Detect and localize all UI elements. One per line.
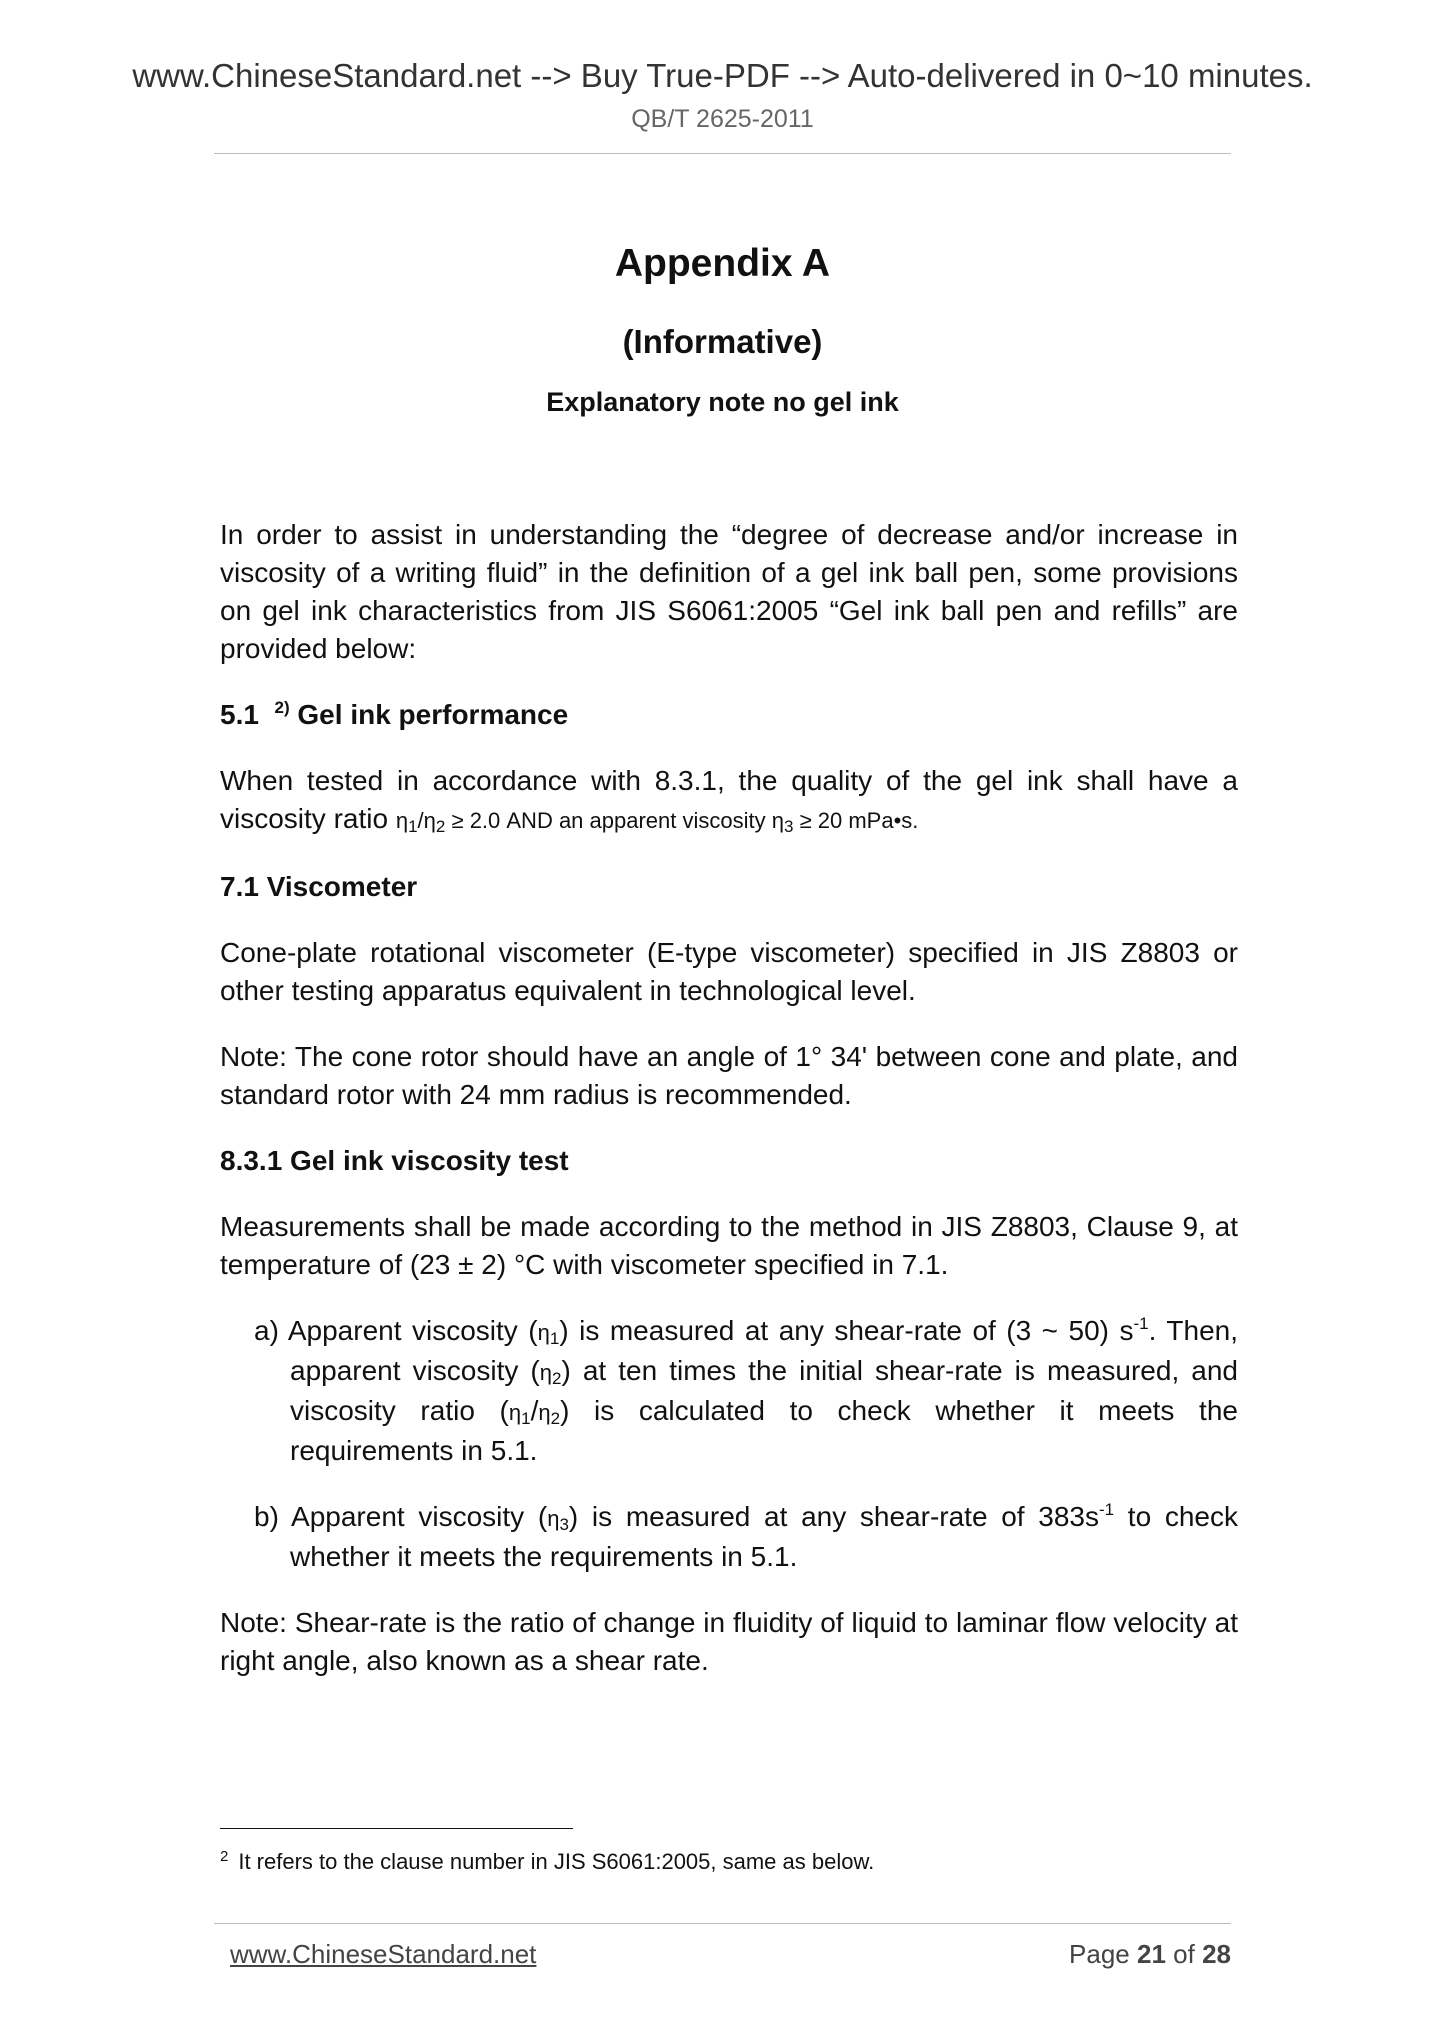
footnote-divider: [220, 1828, 573, 1829]
section-number: 5.1: [220, 699, 259, 730]
appendix-title: Appendix A: [614, 242, 831, 285]
subscript: 3: [559, 1515, 569, 1534]
list-item-b: [254, 1498, 1238, 1576]
section-7-1-note: Note: The cone rotor should have an angle of 1° 34' between cone and plate, and standard rotor with 24 mm radius is recommended.: [220, 1041, 1238, 1110]
section-8-3-1-heading: 8.3.1 Gel ink viscosity test: [220, 1145, 569, 1176]
symbol-eta: η: [537, 1320, 550, 1345]
text-run: ) is calculated to check whether it meets the requirements in 5.1.: [290, 1395, 1238, 1466]
section-7-1-text: Cone-plate rotational viscometer (E-type viscometer) specified in JIS Z8803 or other testing apparatus equivalent in technological level.: [220, 937, 1238, 1006]
subscript: 1: [549, 1329, 560, 1348]
footer-site-link[interactable]: www.ChineseStandard.net: [230, 1939, 537, 1969]
text-run: a) Apparent viscosity (: [254, 1315, 538, 1346]
page-indicator: [1069, 1938, 1231, 1970]
section-8-3-1-note: Note: Shear-rate is the ratio of change in fluidity of liquid to laminar flow velocity at right angle, also known as a shear rate.: [220, 1607, 1238, 1676]
symbol-eta: η: [395, 808, 409, 833]
intro-paragraph: In order to assist in understanding the “degree of decrease and/or increase in viscosity of a writing fluid” in the definition of a gel ink ball pen, some provisions on gel ink characteristics from JIS S6061:2005 “Gel ink ball pen and refills” are provided below:: [220, 519, 1238, 664]
section-5-1-text: [220, 762, 1238, 840]
section-5-1-heading: [220, 696, 1238, 734]
document-body: [220, 516, 1238, 1680]
text-run: b) Apparent viscosity (: [254, 1501, 548, 1532]
text-run: ) is measured at any shear-rate of 383s: [568, 1501, 1099, 1532]
section-title: Gel ink performance: [297, 699, 569, 730]
text-run: to check whether it meets the requirements in 5.1.: [290, 1501, 1238, 1572]
superscript: -1: [1098, 1500, 1115, 1519]
section-8-3-1-text: Measurements shall be made according to the method in JIS Z8803, Clause 9, at temperature of (23 ± 2) °C with viscometer specified in 7.1.: [220, 1211, 1238, 1280]
symbol-eta: η: [771, 808, 784, 833]
footer-divider: [214, 1923, 1231, 1924]
text-run: ≥ 2.0 AND an apparent viscosity: [445, 808, 772, 833]
footnote: [220, 1842, 874, 1877]
standard-number: QB/T 2625-2011: [631, 105, 814, 133]
header-banner: www.ChineseStandard.net --> Buy True-PDF --> Auto-delivered in 0~10 minutes.: [132, 57, 1313, 94]
subscript: 3: [783, 817, 794, 836]
page-number: 21: [1137, 1939, 1166, 1969]
text-run: ) is measured at any shear-rate of (3 ~ 50) s: [559, 1315, 1134, 1346]
text-run: ≥ 20 mPa•s.: [793, 808, 919, 833]
symbol-eta: η: [538, 1400, 551, 1425]
superscript: -1: [1133, 1314, 1149, 1333]
list-item-a: [254, 1312, 1238, 1470]
symbol-eta: η: [423, 808, 436, 833]
text-run: . Then, apparent viscosity (: [290, 1315, 1238, 1386]
symbol-eta: η: [539, 1360, 553, 1385]
subscript: 2: [552, 1369, 562, 1388]
subscript: 2: [435, 817, 446, 836]
text-run: ) at ten times the initial shear-rate is measured, and viscosity ratio (: [290, 1355, 1238, 1426]
text-run: When tested in accordance with 8.3.1, the quality of the gel ink shall have a viscosity ratio: [220, 765, 1238, 834]
footnote-ref: 2): [274, 698, 290, 717]
appendix-caption: Explanatory note no gel ink: [546, 387, 899, 417]
footnote-marker: 2: [220, 1848, 229, 1865]
text-run: /: [530, 1395, 539, 1426]
symbol-eta: η: [547, 1506, 560, 1531]
section-7-1-heading: 7.1 Viscometer: [220, 871, 418, 902]
symbol-eta: η: [508, 1400, 522, 1425]
footnote-text: It refers to the clause number in JIS S6061:2005, same as below.: [238, 1849, 875, 1874]
subscript: 1: [521, 1409, 531, 1428]
header-divider: [214, 153, 1231, 154]
text-run: /: [417, 808, 424, 833]
page-total: 28: [1202, 1939, 1231, 1969]
subscript: 2: [550, 1409, 561, 1428]
page-word: Page: [1069, 1939, 1130, 1969]
subscript: 1: [408, 817, 418, 836]
appendix-subtitle: (Informative): [622, 323, 823, 360]
of-word: of: [1173, 1939, 1195, 1969]
